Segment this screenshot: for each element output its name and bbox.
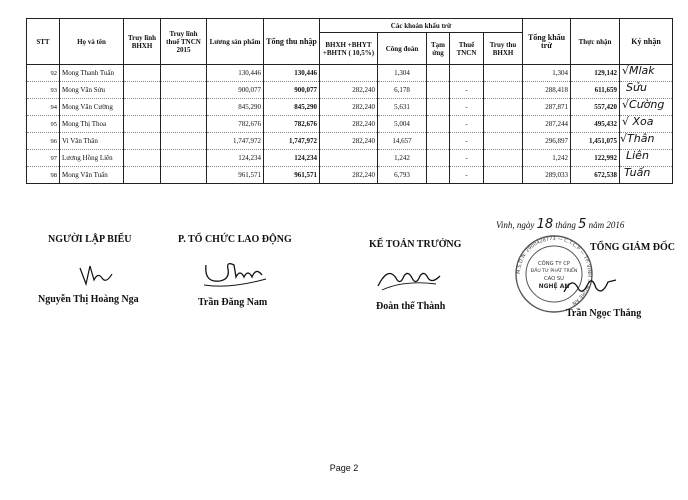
accountant-signature (374, 262, 444, 296)
header-total-deduction: Tổng khấu trừ (523, 19, 571, 65)
cell-product-salary: 900,077 (207, 82, 264, 99)
header-signature: Ký nhận (620, 19, 673, 65)
cell-pit: - (450, 82, 484, 99)
cell-net-pay: 611,659 (571, 82, 620, 99)
cell-tax-trace (161, 116, 207, 133)
preparer-signature (76, 260, 116, 290)
accountant-name: Đoàn thế Thành (376, 301, 446, 312)
preparer-role: NGƯỜI LẬP BIỂU (48, 234, 132, 245)
receipt-signature: √ Xoa (622, 115, 654, 128)
cell-net-pay: 672,538 (571, 167, 620, 184)
table-row (27, 167, 673, 184)
cell-product-salary: 130,446 (207, 65, 264, 82)
cell-name: Mong Văn Tuấn (60, 167, 124, 184)
header-bhxh-recover: Truy thu BHXH (484, 33, 523, 65)
cell-bhxh-recover (484, 99, 523, 116)
cell-net-pay: 495,432 (571, 116, 620, 133)
cell-advance (427, 133, 450, 150)
cell-stt: 93 (27, 82, 60, 99)
cell-union-fee: 6,178 (378, 82, 427, 99)
cell-total-income: 900,077 (264, 82, 320, 99)
header-net-pay: Thực nhận (571, 19, 620, 65)
cell-bhxh-recover (484, 82, 523, 99)
cell-bhxh-trace (124, 82, 161, 99)
cell-tax-trace (161, 65, 207, 82)
labor-signature (200, 255, 270, 293)
cell-bhxh-recover (484, 150, 523, 167)
cell-total-deduction: 287,871 (523, 99, 571, 116)
cell-name: Vi Văn Thân (60, 133, 124, 150)
cell-net-pay: 122,992 (571, 150, 620, 167)
cell-insurance: 282,240 (320, 82, 378, 99)
table-row (27, 82, 673, 99)
cell-insurance (320, 150, 378, 167)
cell-product-salary: 961,571 (207, 167, 264, 184)
cell-tax-trace (161, 99, 207, 116)
cell-product-salary: 845,290 (207, 99, 264, 116)
svg-text:CÔNG TY CP: CÔNG TY CP (538, 261, 570, 267)
cell-pit: - (450, 150, 484, 167)
cell-name: Mong Thanh Tuấn (60, 65, 124, 82)
receipt-signature: Sửu (626, 81, 647, 94)
svg-text:ĐẦU TƯ PHÁT TRIỂN: ĐẦU TƯ PHÁT TRIỂN (530, 269, 578, 274)
cell-advance (427, 99, 450, 116)
header-union-fee: Công đoàn (378, 33, 427, 65)
header-total-income: Tổng thu nhập (264, 19, 320, 65)
receipt-signature: √Mlak (622, 64, 655, 77)
cell-product-salary: 124,234 (207, 150, 264, 167)
cell-advance (427, 150, 450, 167)
cell-net-pay: 129,142 (571, 65, 620, 82)
header-deductions-group: Các khoản khấu trừ (320, 19, 523, 33)
payroll-table (26, 18, 673, 184)
cell-bhxh-recover (484, 116, 523, 133)
cell-pit: - (450, 99, 484, 116)
cell-total-income: 845,290 (264, 99, 320, 116)
cell-stt: 97 (27, 150, 60, 167)
cell-pit: - (450, 167, 484, 184)
cell-bhxh-recover (484, 65, 523, 82)
svg-text:CAO SU: CAO SU (544, 276, 564, 282)
cell-tax-trace (161, 150, 207, 167)
cell-union-fee: 1,242 (378, 150, 427, 167)
cell-insurance: 282,240 (320, 133, 378, 150)
cell-net-pay: 1,451,075 (571, 133, 620, 150)
cell-total-deduction: 296,897 (523, 133, 571, 150)
cell-bhxh-trace (124, 116, 161, 133)
cell-advance (427, 65, 450, 82)
date-day: 18 (536, 217, 554, 232)
header-insurance: BHXH +BHYT +BHTN ( 10,5%) (320, 33, 378, 65)
cell-union-fee: 5,004 (378, 116, 427, 133)
page-number: Page 2 (329, 463, 359, 473)
cell-insurance: 282,240 (320, 167, 378, 184)
date-year: năm 2016 (588, 220, 625, 230)
svg-text:NGHỆ AN: NGHỆ AN (538, 283, 570, 290)
table-row (27, 99, 673, 116)
cell-tax-trace (161, 133, 207, 150)
header-pit: Thuế TNCN (450, 33, 484, 65)
cell-bhxh-recover (484, 133, 523, 150)
cell-total-income: 124,234 (264, 150, 320, 167)
labor-name: Trần Đăng Nam (198, 297, 268, 308)
header-name: Họ và tên (60, 19, 124, 65)
cell-advance (427, 82, 450, 99)
receipt-signature: Liên (626, 149, 649, 162)
cell-stt: 92 (27, 65, 60, 82)
date-month: 5 (578, 217, 587, 232)
cell-advance (427, 116, 450, 133)
table-row (27, 150, 673, 167)
labor-role: P. TỔ CHỨC LAO ĐỘNG (178, 234, 292, 245)
cell-total-deduction: 1,304 (523, 65, 571, 82)
cell-bhxh-trace (124, 99, 161, 116)
table-row (27, 133, 673, 150)
accountant-role: KẾ TOÁN TRƯỞNG (369, 239, 462, 250)
header-tax-trace: Truy lĩnh thuế TNCN 2015 (161, 19, 207, 65)
cell-name: Mong Văn Cường (60, 99, 124, 116)
cell-insurance (320, 65, 378, 82)
cell-insurance: 282,240 (320, 116, 378, 133)
cell-bhxh-trace (124, 167, 161, 184)
header-bhxh-trace: Truy lĩnh BHXH (124, 19, 161, 65)
cell-union-fee: 5,631 (378, 99, 427, 116)
cell-tax-trace (161, 167, 207, 184)
receipt-signature: √Thân (620, 132, 655, 145)
cell-bhxh-trace (124, 133, 161, 150)
cell-insurance: 282,240 (320, 99, 378, 116)
cell-total-income: 961,571 (264, 167, 320, 184)
cell-total-deduction: 288,418 (523, 82, 571, 99)
cell-net-pay: 557,420 (571, 99, 620, 116)
cell-total-deduction: 289,033 (523, 167, 571, 184)
cell-name: Mong Thị Thoa (60, 116, 124, 133)
date-line (496, 217, 624, 232)
cell-union-fee: 1,304 (378, 65, 427, 82)
director-signature (560, 270, 620, 304)
cell-stt: 95 (27, 116, 60, 133)
cell-name: Lương Hồng Liên (60, 150, 124, 167)
cell-pit (450, 65, 484, 82)
director-name: Trần Ngọc Thắng (566, 308, 642, 319)
cell-bhxh-trace (124, 65, 161, 82)
cell-product-salary: 782,676 (207, 116, 264, 133)
payroll-rows (27, 65, 673, 184)
table-row (27, 116, 673, 133)
cell-pit: - (450, 133, 484, 150)
date-month-label: tháng (555, 220, 576, 230)
cell-total-income: 782,676 (264, 116, 320, 133)
director-role: TỔNG GIÁM ĐỐC (590, 242, 675, 253)
cell-union-fee: 14,657 (378, 133, 427, 150)
header-product-salary: Lương sản phẩm (207, 19, 264, 65)
cell-total-deduction: 1,242 (523, 150, 571, 167)
cell-union-fee: 6,793 (378, 167, 427, 184)
cell-product-salary: 1,747,972 (207, 133, 264, 150)
cell-bhxh-recover (484, 167, 523, 184)
svg-text:M.S.D.N: 2900428773 — C.T.C.P: M.S.D.N: 2900428773 — C.T.C.P — TP. VINH — NGHỆ AN (515, 235, 593, 307)
cell-stt: 98 (27, 167, 60, 184)
table-row (27, 65, 673, 82)
preparer-name: Nguyễn Thị Hoàng Nga (38, 294, 139, 305)
cell-bhxh-trace (124, 150, 161, 167)
cell-total-income: 1,747,972 (264, 133, 320, 150)
cell-name: Mong Văn Sửu (60, 82, 124, 99)
receipt-signature: √Cường (622, 98, 665, 111)
cell-stt: 94 (27, 99, 60, 116)
receipt-signature: Tuấn (624, 166, 651, 179)
date-prefix: Vinh, ngày (496, 220, 535, 230)
header-advance: Tạm ứng (427, 33, 450, 65)
cell-pit: - (450, 116, 484, 133)
cell-stt: 96 (27, 133, 60, 150)
cell-total-deduction: 287,244 (523, 116, 571, 133)
cell-total-income: 130,446 (264, 65, 320, 82)
cell-advance (427, 167, 450, 184)
cell-tax-trace (161, 82, 207, 99)
header-stt: STT (27, 19, 60, 65)
